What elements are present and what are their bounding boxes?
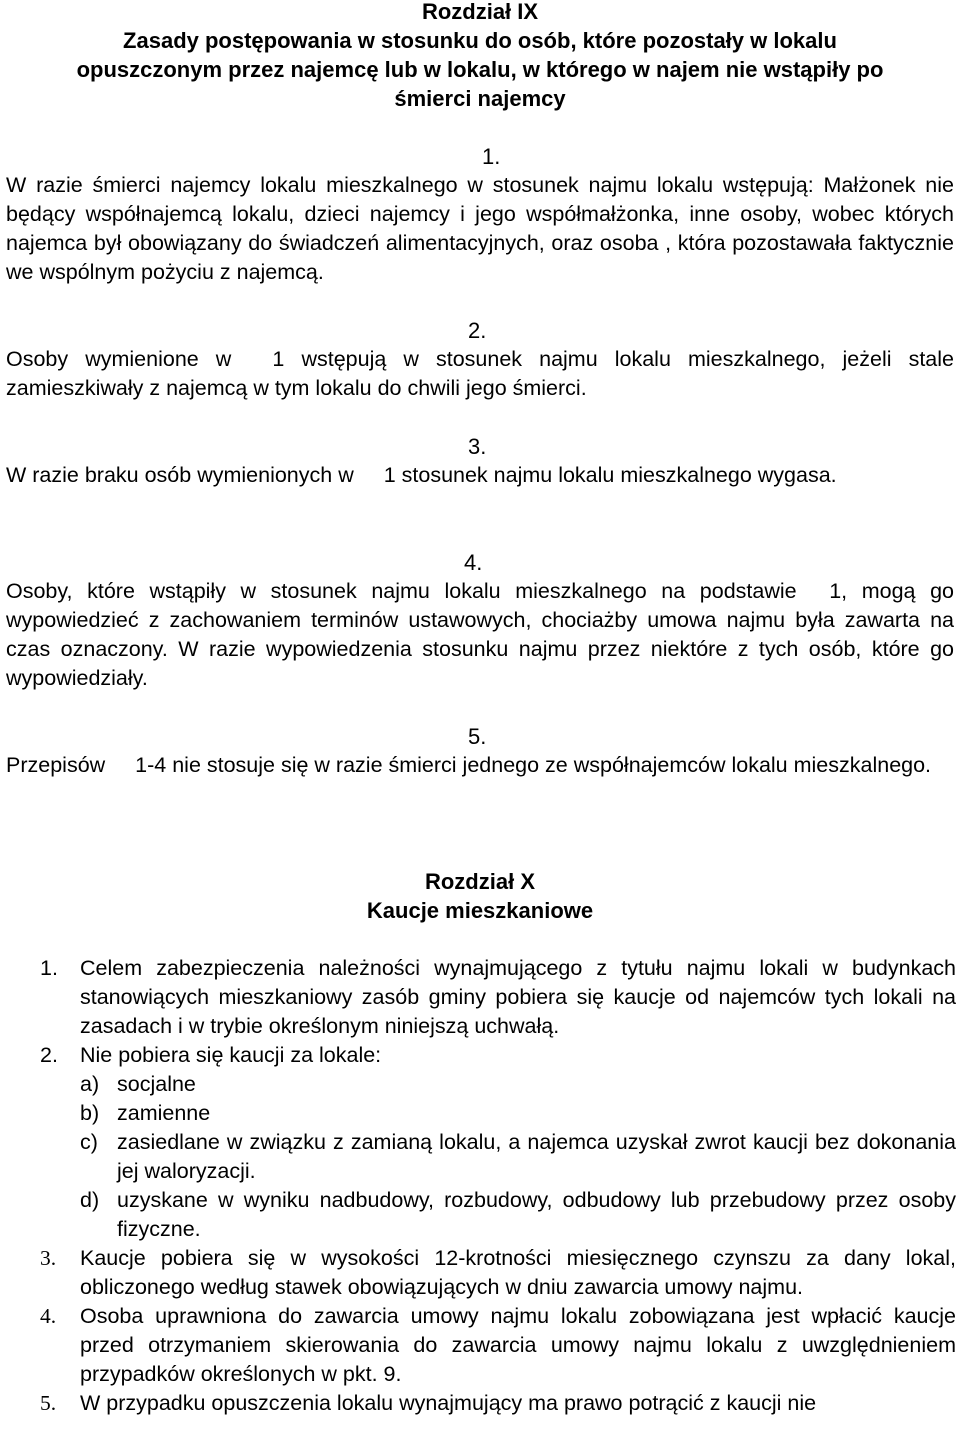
sub-list-item: [80, 1099, 956, 1128]
sub-list-item-letter: a): [80, 1072, 100, 1096]
sub-list-item-letter: b): [80, 1101, 100, 1125]
chapter-10-title: Rozdział X: [424, 869, 535, 894]
sub-list-item: [80, 1186, 956, 1244]
sub-list-item: [80, 1128, 956, 1186]
list-item-number: 4.: [40, 1304, 57, 1328]
list-item: [40, 1244, 956, 1302]
section-2-mark: [444, 316, 486, 345]
section-2-text: [6, 345, 954, 403]
list-item: [40, 954, 956, 1041]
list-item-number: 1.: [40, 956, 58, 980]
chapter-9-subtitle-line-1: Zasady postępowania w stosunku do osób, które pozostały w lokalu: [123, 28, 837, 53]
section-2-text-after: 1 wstępują w stosunek najmu lokalu mieszkalnego, jeżeli stale zamieszkiwały z najemcą w tym lokalu do chwili jego śmierci.: [6, 347, 954, 400]
section-3-mark: [444, 432, 486, 461]
list-item: [40, 1389, 956, 1418]
list-item-number: 3.: [40, 1246, 57, 1270]
section-1-mark: [458, 142, 500, 171]
sub-list-item-letter: c): [80, 1130, 98, 1154]
chapter-9-heading: [0, 0, 960, 113]
section-4-number: 4.: [464, 550, 483, 575]
section-4-mark: [444, 548, 482, 577]
section-3-text: [6, 461, 954, 490]
chapter-10-list: [40, 954, 956, 1418]
section-3-text-after: 1 stosunek najmu lokalu mieszkalnego wygasa.: [383, 463, 837, 487]
section-3-number: 3.: [468, 434, 487, 459]
section-5-text-before: Przepisów: [6, 753, 112, 777]
list-item-text: W przypadku opuszczenia lokalu wynajmujący ma prawo potrącić z kaucji nie: [80, 1391, 817, 1415]
section-5-mark: [444, 722, 486, 751]
sub-list-item-text: uzyskane w wyniku nadbudowy, rozbudowy, odbudowy lub przebudowy przez osoby fizyczne.: [117, 1188, 956, 1241]
list-item-text: Celem zabezpieczenia należności wynajmującego z tytułu najmu lokali w budynkach stanowiących mieszkaniowy zasób gminy pobiera się kaucje od najemców tych lokali na zasadach i w trybie określonym niniejszą uchwałą.: [80, 956, 956, 1038]
section-2-number: 2.: [468, 318, 487, 343]
chapter-9-title: Rozdział IX: [421, 0, 539, 24]
sub-list-item: [80, 1070, 956, 1099]
sub-list-item-letter: d): [80, 1188, 100, 1212]
chapter-10-subtitle: Kaucje mieszkaniowe: [366, 898, 594, 923]
section-5-text: [6, 751, 954, 780]
section-4-text: [6, 577, 954, 693]
list-item-text: Osoba uprawniona do zawarcia umowy najmu lokalu zobowiązana jest wpłacić kaucje przed otrzymaniem skierowania do zawarcia umowy najmu lokalu z uwzględnieniem przypadków określonych w pkt. 9.: [80, 1304, 956, 1386]
list-item: [40, 1041, 956, 1244]
section-1-text: W razie śmierci najemcy lokalu mieszkalnego w stosunek najmu lokalu wstępują: Małżonek nie będący współnajemcą lokalu, dzieci najemcy i jego współmałżonka, inne osoby, wobec których najemca był obowiązany do świadczeń alimentacyjnych, oraz osoba , która pozostawała faktycznie we wspólnym pożyciu z najemcą.: [6, 173, 954, 284]
chapter-9-subtitle-line-3: śmierci najemcy: [394, 86, 566, 111]
list-item: [40, 1302, 956, 1389]
section-5-number: 5.: [468, 724, 487, 749]
section-5-text-after: 1-4 nie stosuje się w razie śmierci jednego ze współnajemców lokalu mieszkalnego.: [135, 753, 932, 777]
list-item-text: Kaucje pobiera się w wysokości 12-krotności miesięcznego czynszu za dany lokal, obliczonego według stawek obowiązujących w dniu zawarcia umowy najmu.: [80, 1246, 956, 1299]
section-1-number: 1.: [482, 144, 501, 169]
sub-list-item-text: socjalne: [117, 1072, 196, 1096]
list-item-number: 5.: [40, 1391, 57, 1415]
sub-list-item-text: zamienne: [117, 1101, 211, 1125]
sub-list-item-text: zasiedlane w związku z zamianą lokalu, a najemca uzyskał zwrot kaucji bez dokonania jej waloryzacji.: [117, 1130, 956, 1183]
chapter-10-heading: [0, 867, 960, 925]
list-item-text: Nie pobiera się kaucji za lokale:: [80, 1043, 382, 1067]
section-2-text-before: Osoby wymienione w: [6, 347, 249, 371]
section-4-text-before: Osoby, które wstąpiły w stosunek najmu lokalu mieszkalnego na podstawie: [6, 579, 812, 603]
section-4-text-after: 1, mogą go wypowiedzieć z zachowaniem terminów ustawowych, chociażby umowa najmu była zawarta na czas oznaczony. W razie wypowiedzenia stosunku najmu przez niektóre z tych osób, które go wypowiedziały.: [6, 579, 954, 690]
list-item-number: 2.: [40, 1043, 58, 1067]
chapter-9-subtitle-line-2: opuszczonym przez najemcę lub w lokalu, w którego w najem nie wstąpiły po: [76, 57, 884, 82]
section-3-text-before: W razie braku osób wymienionych w: [6, 463, 360, 487]
